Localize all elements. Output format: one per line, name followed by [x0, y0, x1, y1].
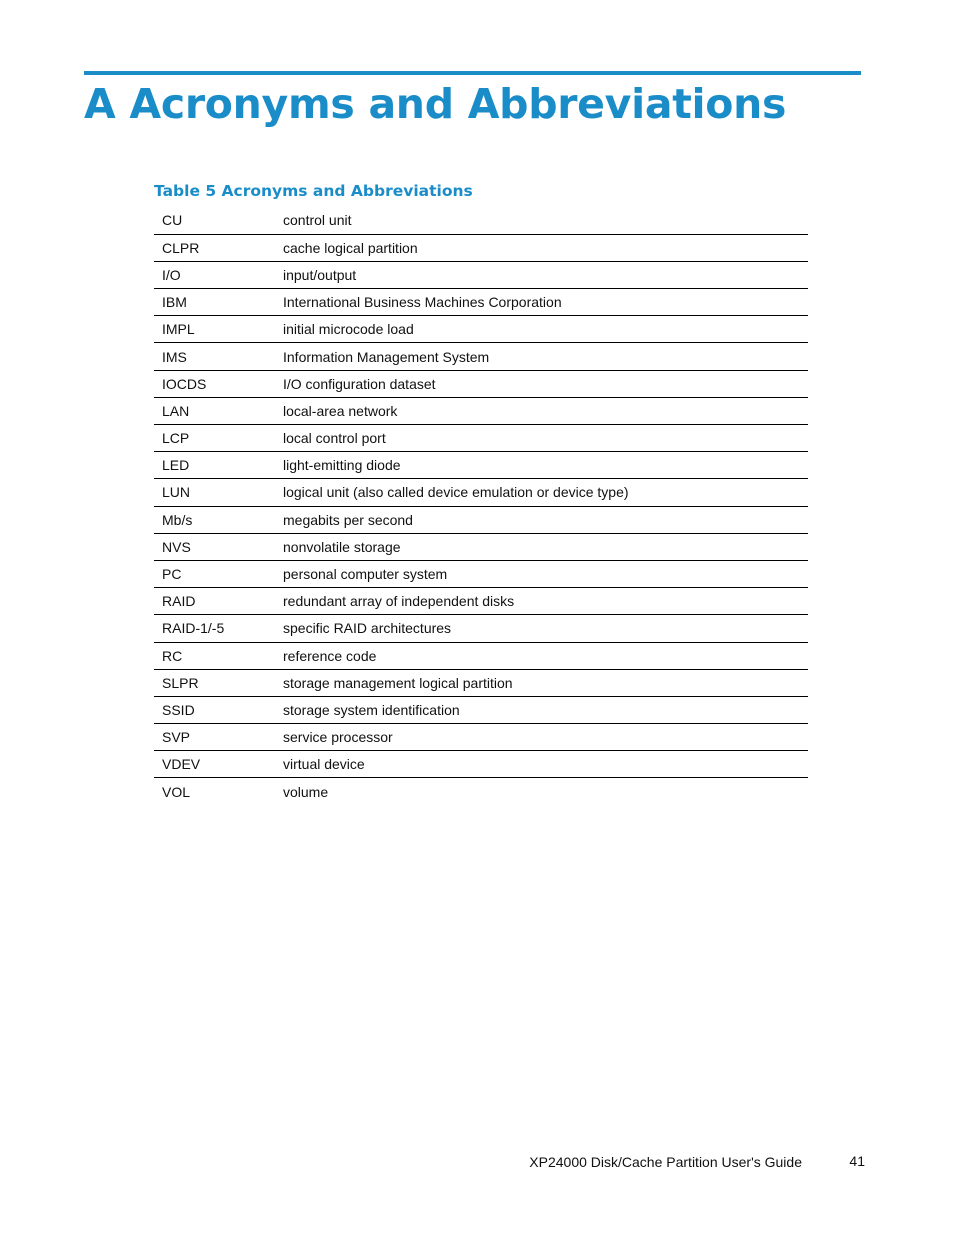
abbreviation-cell: LAN	[162, 402, 190, 419]
abbreviation-cell: RC	[162, 647, 183, 664]
meaning-cell: specific RAID architectures	[283, 620, 452, 637]
abbreviation-cell: CLPR	[162, 239, 200, 256]
table-row	[154, 261, 808, 288]
meaning-cell: nonvolatile storage	[283, 538, 401, 555]
table-row	[154, 588, 808, 615]
abbreviation-cell: IMPL	[162, 321, 195, 338]
table-row	[154, 343, 808, 370]
abbreviation-cell: SSID	[162, 701, 195, 718]
abbreviation-cell: LUN	[162, 484, 191, 501]
table-row	[154, 425, 808, 452]
table-row	[154, 696, 808, 723]
table-row	[154, 615, 808, 642]
table-row	[154, 289, 808, 316]
meaning-cell: virtual device	[283, 756, 365, 773]
meaning-cell: logical unit (also called device emulation or device type)	[283, 484, 629, 501]
abbreviation-cell: VOL	[162, 783, 191, 800]
meaning-cell: input/output	[283, 266, 357, 283]
abbreviation-cell: I/O	[162, 266, 181, 283]
abbreviation-cell: IMS	[162, 348, 187, 365]
meaning-cell: personal computer system	[283, 566, 448, 583]
acronyms-table	[154, 207, 808, 805]
table-row	[154, 778, 808, 805]
meaning-cell: service processor	[283, 729, 393, 746]
footer-document-title: XP24000 Disk/Cache Partition User's Guide	[529, 1154, 802, 1170]
abbreviation-cell: IBM	[162, 294, 187, 311]
abbreviation-cell: RAID	[162, 593, 196, 610]
meaning-cell: storage system identification	[283, 701, 460, 718]
abbreviation-cell: LED	[162, 457, 190, 474]
page-number: 41	[849, 1153, 865, 1169]
abbreviation-cell: NVS	[162, 538, 191, 555]
meaning-cell: Information Management System	[283, 348, 490, 365]
meaning-cell: initial microcode load	[283, 321, 414, 338]
table-row	[154, 669, 808, 696]
meaning-cell: light-emitting diode	[283, 457, 401, 474]
abbreviation-cell: VDEV	[162, 756, 201, 773]
chapter-title: A Acronyms and Abbreviations	[84, 80, 787, 128]
abbreviation-cell: IOCDS	[162, 375, 207, 392]
table-row	[154, 533, 808, 560]
table-row	[154, 316, 808, 343]
meaning-cell: control unit	[283, 212, 352, 229]
chapter-top-rule	[84, 71, 861, 75]
abbreviation-cell: SLPR	[162, 674, 199, 691]
table-row	[154, 452, 808, 479]
table-row	[154, 234, 808, 261]
meaning-cell: I/O configuration dataset	[283, 375, 436, 392]
abbreviation-cell: CU	[162, 212, 183, 229]
table-row	[154, 207, 808, 234]
table-row	[154, 506, 808, 533]
abbreviation-cell: RAID-1/-5	[162, 620, 225, 637]
meaning-cell: redundant array of independent disks	[283, 593, 515, 610]
table-row	[154, 370, 808, 397]
meaning-cell: volume	[283, 783, 329, 800]
meaning-cell: storage management logical partition	[283, 674, 513, 691]
table-row	[154, 397, 808, 424]
meaning-cell: cache logical partition	[283, 239, 418, 256]
table-row	[154, 751, 808, 778]
meaning-cell: reference code	[283, 647, 377, 664]
table-row	[154, 724, 808, 751]
table-row	[154, 560, 808, 587]
abbreviation-cell: SVP	[162, 729, 191, 746]
meaning-cell: megabits per second	[283, 511, 413, 528]
meaning-cell: local-area network	[283, 402, 398, 419]
table-caption: Table 5 Acronyms and Abbreviations	[154, 182, 473, 200]
table-row	[154, 479, 808, 506]
meaning-cell: International Business Machines Corporation	[283, 294, 562, 311]
abbreviation-cell: LCP	[162, 430, 190, 447]
abbreviation-cell: Mb/s	[162, 511, 193, 528]
meaning-cell: local control port	[283, 430, 386, 447]
abbreviation-cell: PC	[162, 566, 182, 583]
table-row	[154, 642, 808, 669]
